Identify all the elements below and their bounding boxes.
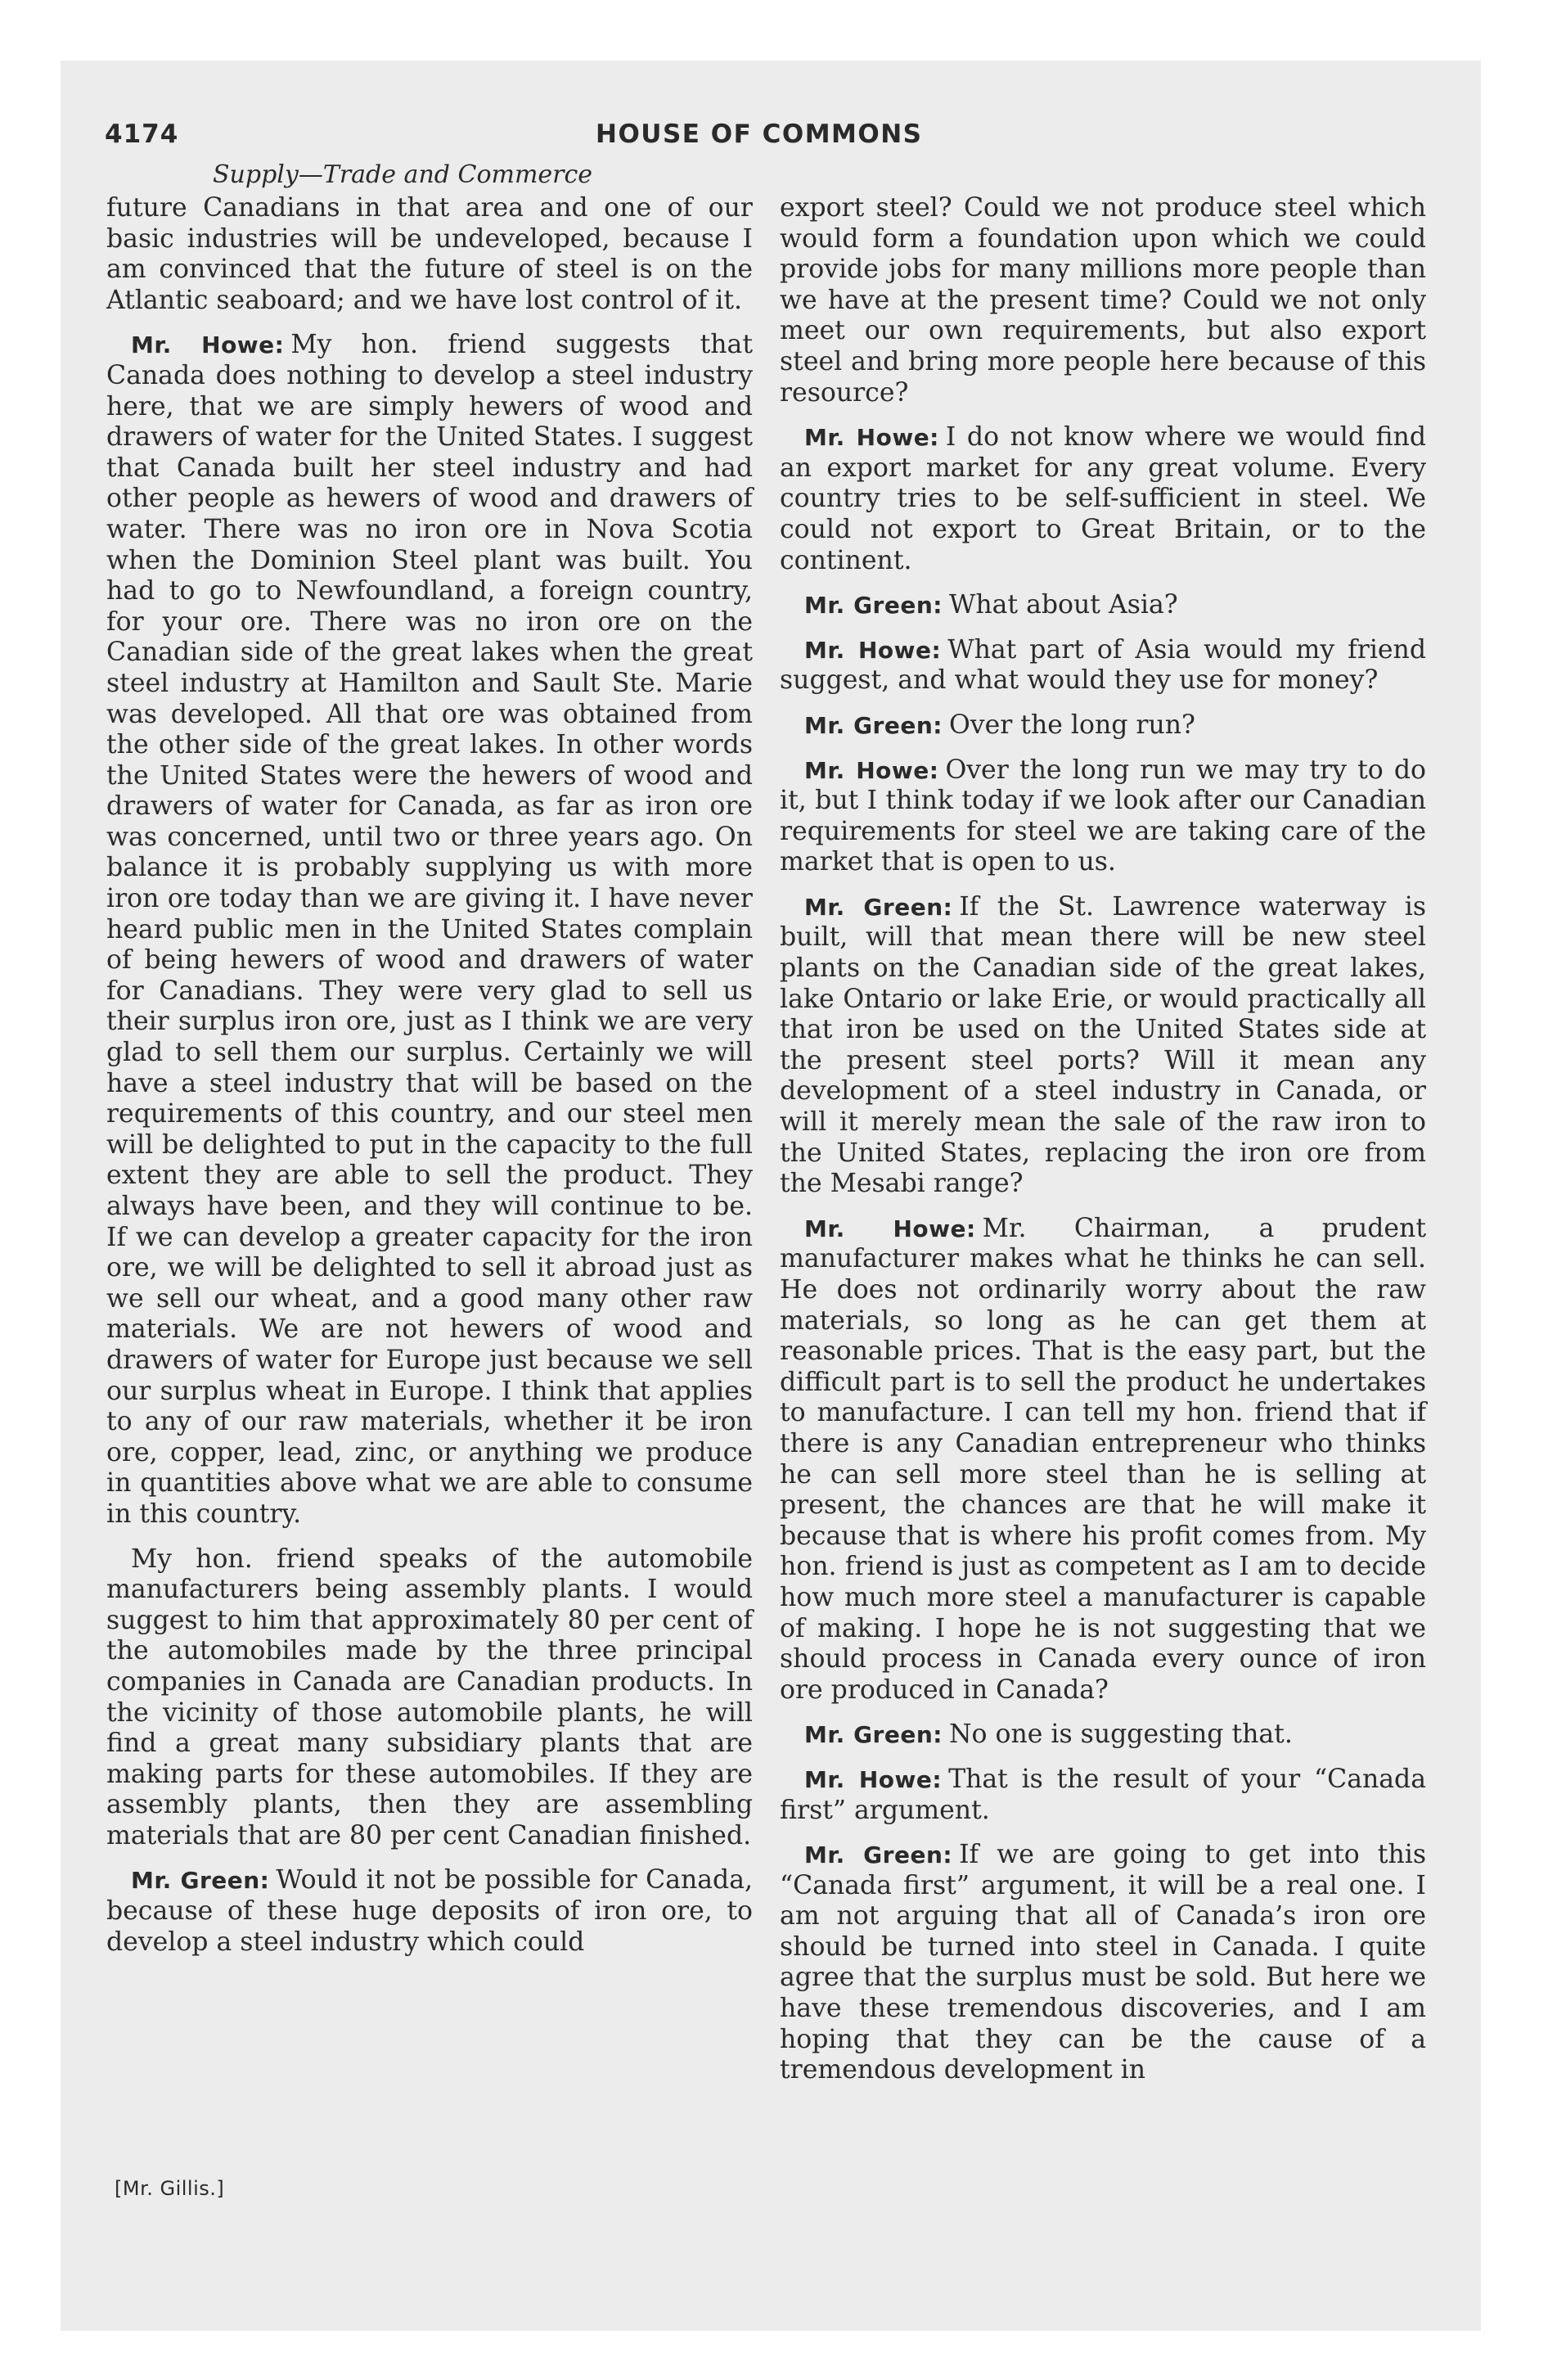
paragraph-text: My hon. friend speaks of the automobile manufacturers being assembly plants. I would suggest to him that approximately 80 per cent of the automobiles made by the three principal companies in Canada are Canadian products. In the vicinity of those automobile plants, he will find a great many subsidiary plants that are making parts for these automobiles. If they are assembly plants, then they are assembling materials that are 80 per cent Canadian finished.: [106, 1544, 753, 1850]
paragraph-text: That is the result of your “Canada first” argument.: [780, 1764, 1426, 1825]
paragraph: [780, 1720, 1426, 1751]
paragraph-text: Mr. Chairman, a prudent manufacturer makes what he thinks he can sell. He does not ordinarily worry about the raw materials, so long as he can get them at reasonable prices. That is the easy part, but the difficult part is to sell the product he undertakes to manufacture. I can tell my hon. friend that if there is any Canadian entrepreneur who thinks he can sell more steel than he is selling at present, the chances are that he will make it because that is where his profit comes from. My hon. friend is just as competent as I am to decide how much more steel a manufacturer is capable of making. I hope he is not suggesting that we should process in Canada every ounce of iron ore produced in Canada?: [780, 1213, 1426, 1705]
page-number: 4174: [105, 119, 179, 149]
paragraph-text: No one is suggesting that.: [948, 1720, 1293, 1750]
paragraph: [780, 755, 1426, 878]
paragraph-text: future Canadians in that area and one of our basic industries will be undeveloped, because I am convinced that the future of steel is on the Atlantic seaboard; and we have lost control of it.: [106, 193, 753, 315]
paragraph: [780, 193, 1426, 408]
speaker-name: Mr. Howe:: [804, 1765, 943, 1793]
speaker-name: Mr. Howe:: [804, 1215, 976, 1242]
speaker-name: Mr. Green:: [804, 893, 953, 921]
speaker-name: Mr. Green:: [804, 592, 943, 620]
paragraph: [780, 1214, 1426, 1706]
paragraph: [780, 635, 1426, 696]
paragraph-text: Over the long run?: [948, 710, 1195, 740]
paragraph: [780, 1765, 1426, 1826]
paragraph: [106, 1865, 753, 1958]
speaker-name: Mr. Howe:: [131, 331, 285, 359]
paragraph-text: Would it not be possible for Canada, because of these huge deposits of iron ore, to develop a steel industry which could: [106, 1865, 754, 1957]
paragraph: [106, 193, 753, 316]
speaker-name: Mr. Green:: [804, 1841, 953, 1869]
paragraph-text: What about Asia?: [948, 590, 1178, 620]
page-header: [105, 119, 1443, 156]
speaker-name: Mr. Howe:: [804, 636, 942, 664]
paragraph: [780, 422, 1426, 576]
paragraph: [780, 1840, 1426, 2086]
right-column: [780, 193, 1426, 2100]
speaker-name: Mr. Green:: [804, 1721, 943, 1749]
paragraph-text: I do not know where we would find an export market for any great volume. Every country tries to be self-sufficient in steel. We could not export to Great Britain, or to the continent.: [780, 422, 1426, 575]
paragraph-text: Over the long run we may try to do it, but I think today if we look after our Canadian requirements for steel we are taking care of the market that is open to us.: [780, 755, 1426, 877]
left-column: [106, 193, 753, 1972]
paragraph: [780, 710, 1426, 741]
section-subheading: Supply—Trade and Commerce: [213, 160, 593, 189]
speaker-name: Mr. Green:: [131, 1867, 270, 1895]
paragraph: [780, 892, 1426, 1200]
paragraph-text: What part of Asia would my friend suggest, and what would they use for money?: [780, 634, 1426, 696]
speaker-name: Mr. Howe:: [804, 756, 939, 784]
footnote: [Mr. Gillis.]: [115, 2177, 225, 2200]
paragraph: [106, 330, 753, 1530]
paragraph-text: If the St. Lawrence waterway is built, will that mean there will be new steel plants on the Canadian side of the great lakes, lake Ontario or lake Erie, or would practically all that iron be used on the United States side at the present steel ports? Will it mean any development of a steel industry in Canada, or will it merely mean the sale of the raw iron to the United States, replacing the iron ore from the Mesabi range?: [780, 891, 1426, 1199]
paragraph-text: My hon. friend suggests that Canada does nothing to develop a steel industry here, that we are simply hewers of wood and drawers of water for the United States. I suggest that Canada built her steel industry and had other people as hewers of wood and drawers of water. There was no iron ore in Nova Scotia when the Dominion Steel plant was built. You had to go to Newfoundland, a foreign country, for your ore. There was no iron ore on the Canadian side of the great lakes when the great steel industry at Hamilton and Sault Ste. Marie was developed. All that ore was obtained from the other side of the great lakes. In other words the United States were the hewers of wood and drawers of water for Canada, as far as iron ore was concerned, until two or three years ago. On balance it is probably supplying us with more iron ore today than we are giving it. I have never heard public men in the United States complain of being hewers of wood and drawers of water for Canadians. They were very glad to sell us their surplus iron ore, just as I think we are very glad to sell them our surplus. Certainly we will have a steel industry that will be based on the requirements of this country, and our steel men will be delighted to put in the capacity to the full extent they are able to sell the product. They always have been, and they will continue to be. If we can develop a greater capacity for the iron ore, we will be delighted to sell it abroad just as we sell our wheat, and a good many other raw materials. We are not hewers of wood and drawers of water for Europe just because we sell our surplus wheat in Europe. I think that applies to any of our raw materials, whether it be iron ore, copper, lead, zinc, or anything we produce in quantities above what we are able to consume in this country.: [106, 330, 753, 1529]
page-heading: HOUSE OF COMMONS: [596, 119, 923, 149]
speaker-name: Mr. Green:: [804, 711, 943, 739]
speaker-name: Mr. Howe:: [804, 424, 939, 452]
paragraph: [780, 590, 1426, 621]
paragraph: [106, 1544, 753, 1852]
paragraph-text: export steel? Could we not produce steel which would form a foundation upon which we could provide jobs for many millions more people than we have at the present time? Could we not only meet our own requirements, but also export steel and bring more people here because of this resource?: [780, 193, 1426, 408]
paragraph-text: If we are going to get into this “Canada first” argument, it will be a real one. I am not arguing that all of Canada’s iron ore should be turned into steel in Canada. I quite agree that the surplus must be sold. But here we have these tremendous discoveries, and I am hoping that they can be the cause of a tremendous development in: [780, 1840, 1426, 2085]
